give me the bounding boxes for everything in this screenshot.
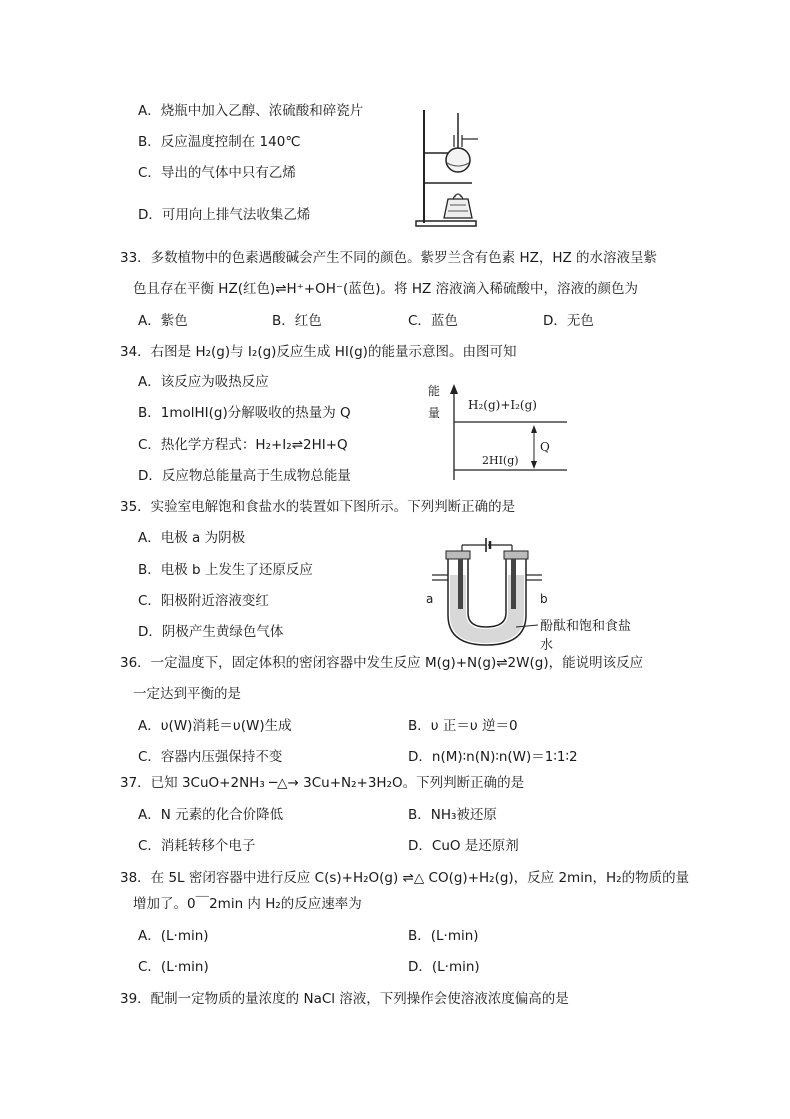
- q39-stem: 39．配制一定物质的量浓度的 NaCl 溶液，下列操作会使溶液浓度偏高的是: [120, 991, 569, 1007]
- q34-option-c: C．热化学方程式：H₂+I₂⇌2HI+Q: [138, 437, 348, 453]
- energy-axis-label-1: 能: [428, 384, 441, 398]
- electrolyte-caption: 酚酞和饱和食盐水: [540, 619, 632, 653]
- q36-stem-line-2: 一定达到平衡的是: [133, 686, 241, 702]
- q35-option-a: A．电极 a 为阴极: [138, 530, 246, 546]
- q38-option-b: B．(L·min): [408, 928, 479, 944]
- q38-option-c: C．(L·min): [138, 959, 209, 975]
- q34-option-b: B．1molHI(g)分解吸收的热量为 Q: [138, 405, 351, 421]
- q37-stem: 37．已知 3CuO+2NH₃ ─△→ 3Cu+N₂+3H₂O。下列判断正确的是: [120, 775, 525, 791]
- q35-option-c: C．阳极附近溶液变红: [138, 593, 269, 609]
- q36-option-d: D．n(M)∶n(N)∶n(W)＝1∶1∶2: [408, 749, 578, 765]
- q34-option-d: D．反应物总能量高于生成物总能量: [138, 468, 351, 484]
- q38-option-a: A．(L·min): [138, 928, 209, 944]
- q33-option-a: A．紫色: [138, 313, 188, 329]
- q35-stem: 35．实验室电解饱和食盐水的装置如下图所示。下列判断正确的是: [120, 499, 516, 515]
- q37-option-b: B．NH₃被还原: [408, 807, 497, 823]
- energy-axis-label-2: 量: [428, 406, 441, 420]
- q32-option-a: A．烧瓶中加入乙醇、浓硫酸和碎瓷片: [138, 103, 364, 119]
- q37-option-a: A．N 元素的化合价降低: [138, 807, 284, 823]
- q38-stem-line-2: 增加了。0￣2min 内 H₂的反应速率为: [133, 896, 362, 912]
- q35-option-b: B．电极 b 上发生了还原反应: [138, 562, 313, 578]
- q33-option-d: D．无色: [543, 313, 594, 329]
- energy-level-products: 2HI(g): [482, 454, 519, 467]
- q32-option-c: C．导出的气体中只有乙烯: [138, 165, 296, 181]
- q33-option-c: C．蓝色: [408, 313, 458, 329]
- q36-option-c: C．容器内压强保持不变: [138, 749, 283, 765]
- q32-option-d: D．可用向上排气法收集乙烯: [138, 207, 311, 223]
- q36-option-a: A．υ(W)消耗＝υ(W)生成: [138, 718, 292, 734]
- q35-option-d: D．阴极产生黄绿色气体: [138, 624, 284, 640]
- q36-stem-line-1: 36．一定温度下，固定体积的密闭容器中发生反应 M(g)+N(g)⇌2W(g)，能说明该反应: [120, 655, 644, 671]
- electrode-b-label: b: [540, 592, 548, 606]
- q33-stem-line-2: 色且存在平衡 HZ(红色)⇌H⁺+OH⁻(蓝色)。将 HZ 溶液滴入稀硫酸中，溶液的颜色为: [133, 281, 639, 297]
- q37-option-d: D．CuO 是还原剂: [408, 838, 519, 854]
- q38-option-d: D．(L·min): [408, 959, 480, 975]
- electrode-a-label: a: [426, 592, 434, 606]
- energy-gap-label: Q: [540, 440, 550, 454]
- q33-stem-line-1: 33．多数植物中的色素遇酸碱会产生不同的颜色。紫罗兰含有色素 HZ，HZ 的水溶液呈紫: [120, 250, 658, 266]
- q34-option-a: A．该反应为吸热反应: [138, 374, 269, 390]
- q34-stem: 34．右图是 H₂(g)与 I₂(g)反应生成 HI(g)的能量示意图。由图可知: [120, 344, 517, 360]
- q38-stem-line-1: 38．在 5L 密闭容器中进行反应 C(s)+H₂O(g) ⇌△ CO(g)+H₂(g)，反应 2min，H₂的物质的量: [120, 870, 690, 886]
- q37-option-c: C．消耗转移个电子: [138, 838, 256, 854]
- energy-level-reactants: H₂(g)+I₂(g): [468, 398, 537, 412]
- q33-option-b: B．红色: [272, 313, 322, 329]
- q36-option-b: B．υ 正＝υ 逆＝0: [408, 718, 518, 734]
- ethylene-apparatus-figure: [412, 105, 484, 230]
- electrolysis-apparatus-figure: [420, 535, 635, 653]
- energy-diagram: [422, 380, 572, 485]
- q32-option-b: B．反应温度控制在 140℃: [138, 134, 301, 150]
